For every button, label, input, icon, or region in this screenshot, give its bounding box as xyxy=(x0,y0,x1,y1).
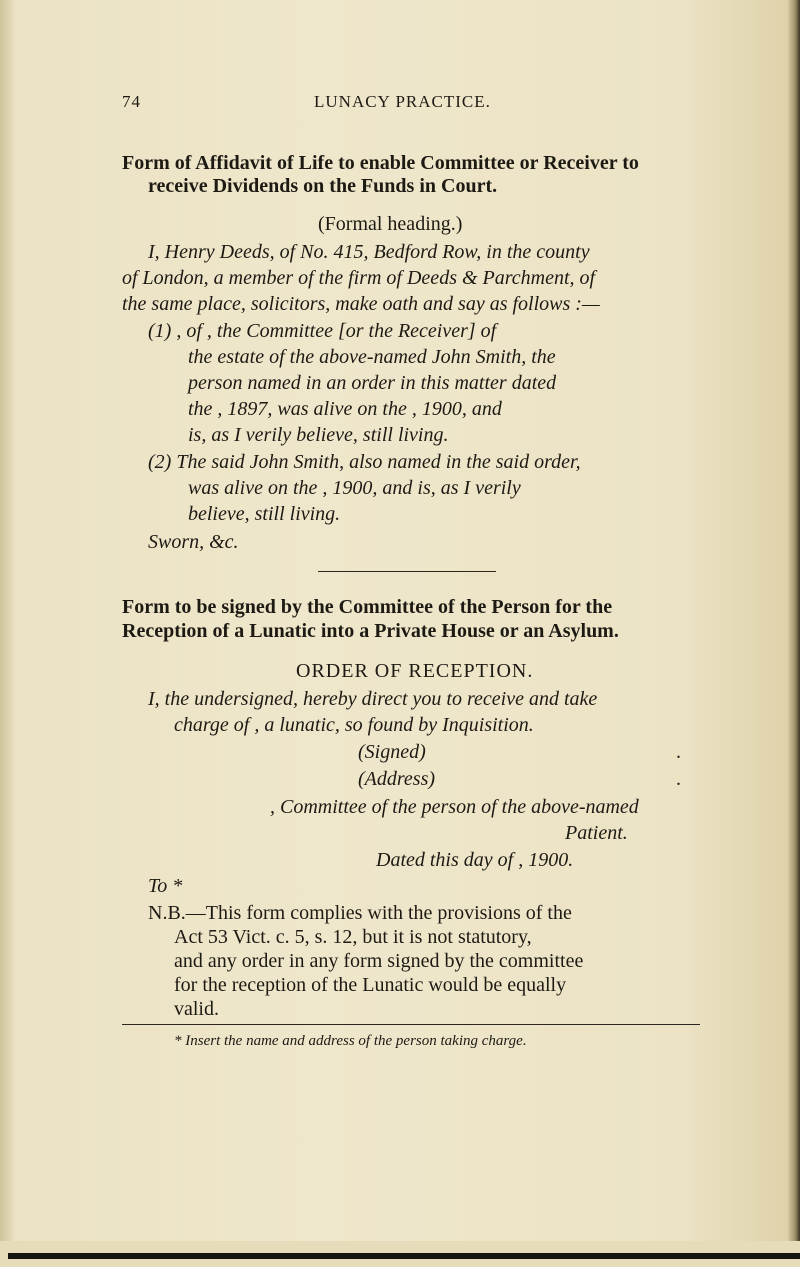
form2-para-line: charge of , a lunatic, so found by Inquisition. xyxy=(174,714,534,736)
bottom-rule xyxy=(8,1253,800,1259)
committee-patient: Patient. xyxy=(565,822,628,844)
form1-para-line: the same place, solicitors, make oath and say as follows :— xyxy=(122,293,600,315)
address-dot: . xyxy=(676,768,681,790)
signed-label: (Signed) xyxy=(358,741,426,763)
nb-line: valid. xyxy=(174,998,219,1020)
section-divider xyxy=(318,571,496,572)
to-line: To * xyxy=(148,875,183,897)
form1-item2-line: was alive on the , 1900, and is, as I verily xyxy=(188,477,521,499)
form2-title-line2: Reception of a Lunatic into a Private House or an Asylum. xyxy=(122,620,619,642)
page-number: 74 xyxy=(122,92,141,111)
form1-item1-line: the estate of the above-named John Smith, the xyxy=(188,346,556,368)
form2-title-line1: Form to be signed by the Committee of the Person for the xyxy=(122,596,613,618)
order-of-reception-heading: ORDER OF RECEPTION. xyxy=(296,660,534,682)
address-label: (Address) xyxy=(358,768,436,790)
nb-line: and any order in any form signed by the committee xyxy=(174,950,584,972)
form1-sworn: Sworn, &c. xyxy=(148,531,239,553)
dated-line: Dated this day of , 1900. xyxy=(376,849,574,871)
form1-item2-line: (2) The said John Smith, also named in the said order, xyxy=(148,451,581,473)
form1-item2-line: believe, still living. xyxy=(188,503,341,525)
footnote-rule xyxy=(122,1024,700,1025)
footnote: * Insert the name and address of the person taking charge. xyxy=(174,1033,527,1049)
running-title: LUNACY PRACTICE. xyxy=(314,92,491,111)
form1-para-line: I, Henry Deeds, of No. 415, Bedford Row, in the county xyxy=(148,241,590,263)
form1-title-line2: receive Dividends on the Funds in Court. xyxy=(148,175,498,197)
form1-item1-line: (1) , of , the Committee [or the Receiver] of xyxy=(148,320,497,342)
committee-line: , Committee of the person of the above-named xyxy=(270,796,639,818)
form1-item1-line: the , 1897, was alive on the , 1900, and xyxy=(188,398,502,420)
signature-dot: . xyxy=(676,741,681,763)
nb-line: Act 53 Vict. c. 5, s. 12, but it is not statutory, xyxy=(174,926,532,948)
form1-formal-heading: (Formal heading.) xyxy=(318,213,463,235)
form1-para-line: of London, a member of the firm of Deeds & Parchment, of xyxy=(122,267,596,289)
page-right-edge xyxy=(788,0,800,1267)
nb-line: N.B.—This form complies with the provisions of the xyxy=(148,902,572,924)
form1-title-line1: Form of Affidavit of Life to enable Committee or Receiver to xyxy=(122,152,639,174)
form2-para-line: I, the undersigned, hereby direct you to receive and take xyxy=(148,688,598,710)
form1-item1-line: is, as I verily believe, still living. xyxy=(188,424,449,446)
page-bottom-edge xyxy=(0,1241,800,1267)
nb-line: for the reception of the Lunatic would be equally xyxy=(174,974,567,996)
form1-item1-line: person named in an order in this matter dated xyxy=(188,372,557,394)
page-left-edge xyxy=(0,0,14,1267)
